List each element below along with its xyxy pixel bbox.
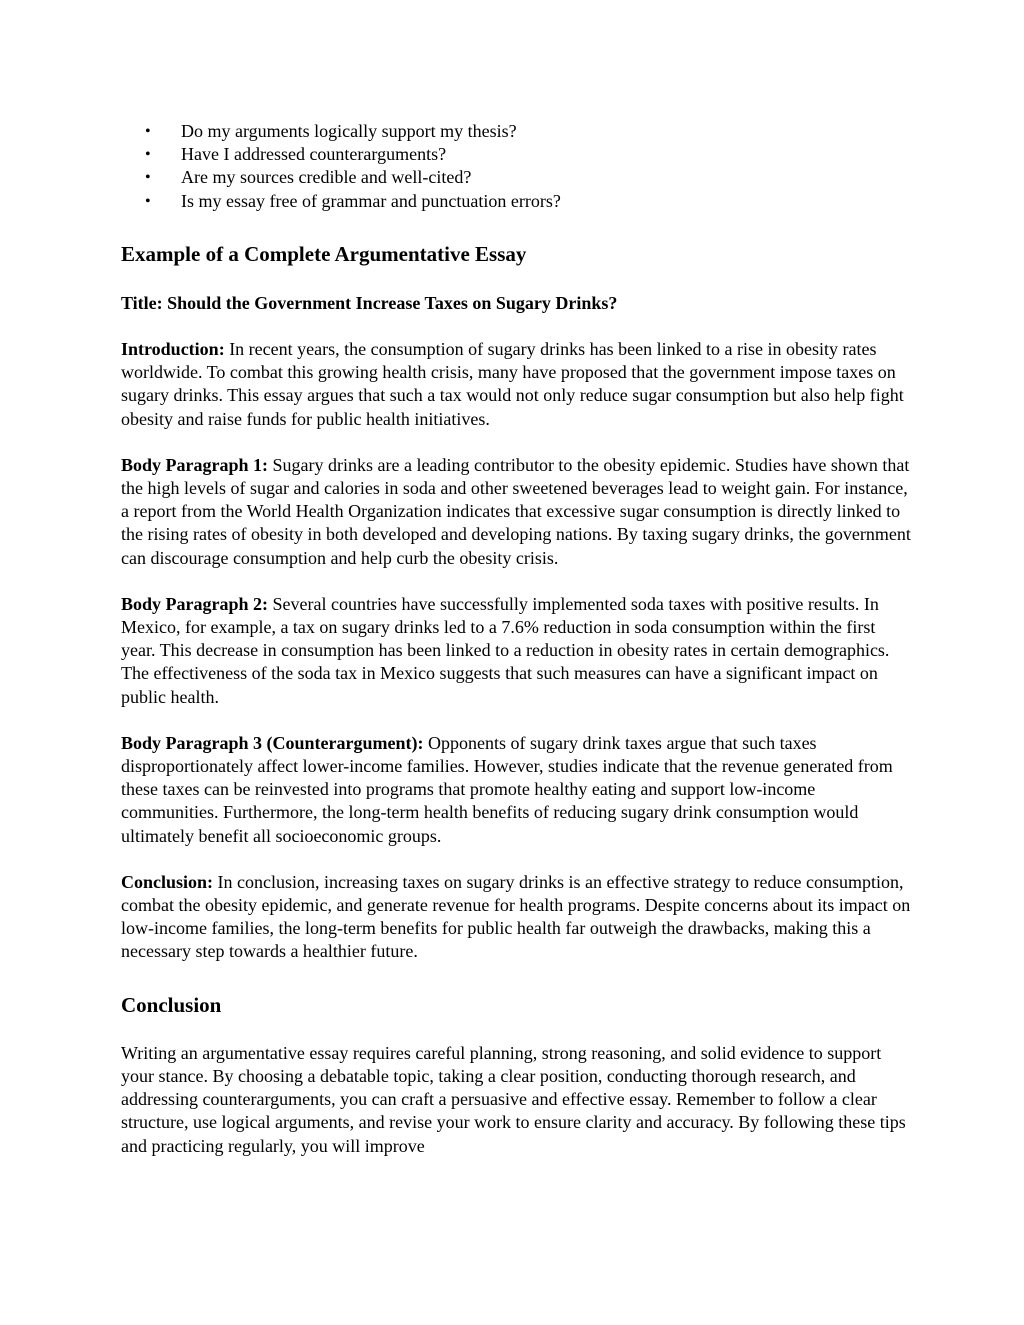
essay-paragraph-body-1 bbox=[121, 454, 911, 570]
revision-checklist bbox=[121, 120, 911, 213]
bullet-icon: • bbox=[145, 169, 151, 187]
conclusion-section-heading: Conclusion bbox=[121, 992, 222, 1017]
example-section-heading: Example of a Complete Argumentative Essay bbox=[121, 241, 527, 266]
checklist-item bbox=[121, 143, 911, 166]
essay-paragraph-introduction bbox=[121, 338, 911, 431]
paragraph-lead: Conclusion: bbox=[121, 871, 214, 892]
checklist-item-text: Is my essay free of grammar and punctuation errors? bbox=[181, 190, 561, 211]
essay-paragraph-conclusion bbox=[121, 871, 911, 964]
bullet-icon: • bbox=[145, 192, 151, 210]
checklist-item bbox=[121, 120, 911, 143]
checklist-item-text: Have I addressed counterarguments? bbox=[181, 144, 447, 165]
paragraph-text: In conclusion, increasing taxes on sugary drinks is an effective strategy to reduce consumption, combat the obesity epidemic, and generate revenue for health programs. Despite concerns about its impact on low-income families, the long-term benefits for public health far outweigh the drawbacks, making this a necessary step towards a healthier future. bbox=[121, 871, 911, 962]
paragraph-lead: Body Paragraph 2: bbox=[121, 593, 269, 614]
checklist-item-text: Are my sources credible and well-cited? bbox=[181, 167, 472, 188]
paragraph-text: Several countries have successfully implemented soda taxes with positive results. In Mexico, for example, a tax on sugary drinks led to a 7.6% reduction in soda consumption within the first year. This decrease in consumption has been linked to a reduction in obesity rates in certain demographics. The effectiveness of the soda tax in Mexico suggests that such measures can have a significant impact on public health. bbox=[121, 593, 890, 707]
checklist-item-text: Do my arguments logically support my thesis? bbox=[181, 121, 517, 141]
paragraph-lead: Body Paragraph 3 (Counterargument): bbox=[121, 732, 424, 753]
paragraph-lead: Body Paragraph 1: bbox=[121, 454, 269, 475]
document-page bbox=[121, 120, 911, 1158]
checklist-item bbox=[121, 166, 911, 189]
bullet-icon: • bbox=[145, 123, 151, 140]
essay-paragraph-body-3 bbox=[121, 732, 911, 848]
paragraph-text: Opponents of sugary drink taxes argue that such taxes disproportionately affect lower-income families. However, studies indicate that the revenue generated from these taxes can be reinvested into programs that promote healthy eating and support low-income communities. Furthermore, the long-term health benefits of reducing sugary drink consumption would ultimately benefit all socioeconomic groups. bbox=[121, 732, 893, 846]
paragraph-lead: Introduction: bbox=[121, 339, 225, 360]
essay-title: Title: Should the Government Increase Taxes on Sugary Drinks? bbox=[121, 292, 618, 313]
bullet-icon: • bbox=[145, 146, 151, 164]
paragraph-text: In recent years, the consumption of sugary drinks has been linked to a rise in obesity rates worldwide. To combat this growing health crisis, many have proposed that the government impose taxes on sugary drinks. This essay argues that such a tax would not only reduce sugar consumption but also help fight obesity and raise funds for public health initiatives. bbox=[121, 339, 904, 429]
paragraph-text: Sugary drinks are a leading contributor to the obesity epidemic. Studies have shown that the high levels of sugar and calories in soda and other sweetened beverages lead to weight gain. For instance, a report from the World Health Organization indicates that excessive sugar consumption is directly linked to the rising rates of obesity in both developed and developing nations. By taxing sugary drinks, the government can discourage consumption and help curb the obesity crisis. bbox=[121, 454, 911, 568]
checklist-item bbox=[121, 190, 911, 213]
essay-paragraph-body-2 bbox=[121, 593, 911, 709]
conclusion-paragraph: Writing an argumentative essay requires careful planning, strong reasoning, and solid evidence to support your stance. By choosing a debatable topic, taking a clear position, conducting thorough research, and addressing counterarguments, you can craft a persuasive and effective essay. Remember to follow a clear structure, use logical arguments, and revise your work to ensure clarity and accuracy. By following these tips and practicing regularly, you will improve bbox=[121, 1042, 906, 1156]
